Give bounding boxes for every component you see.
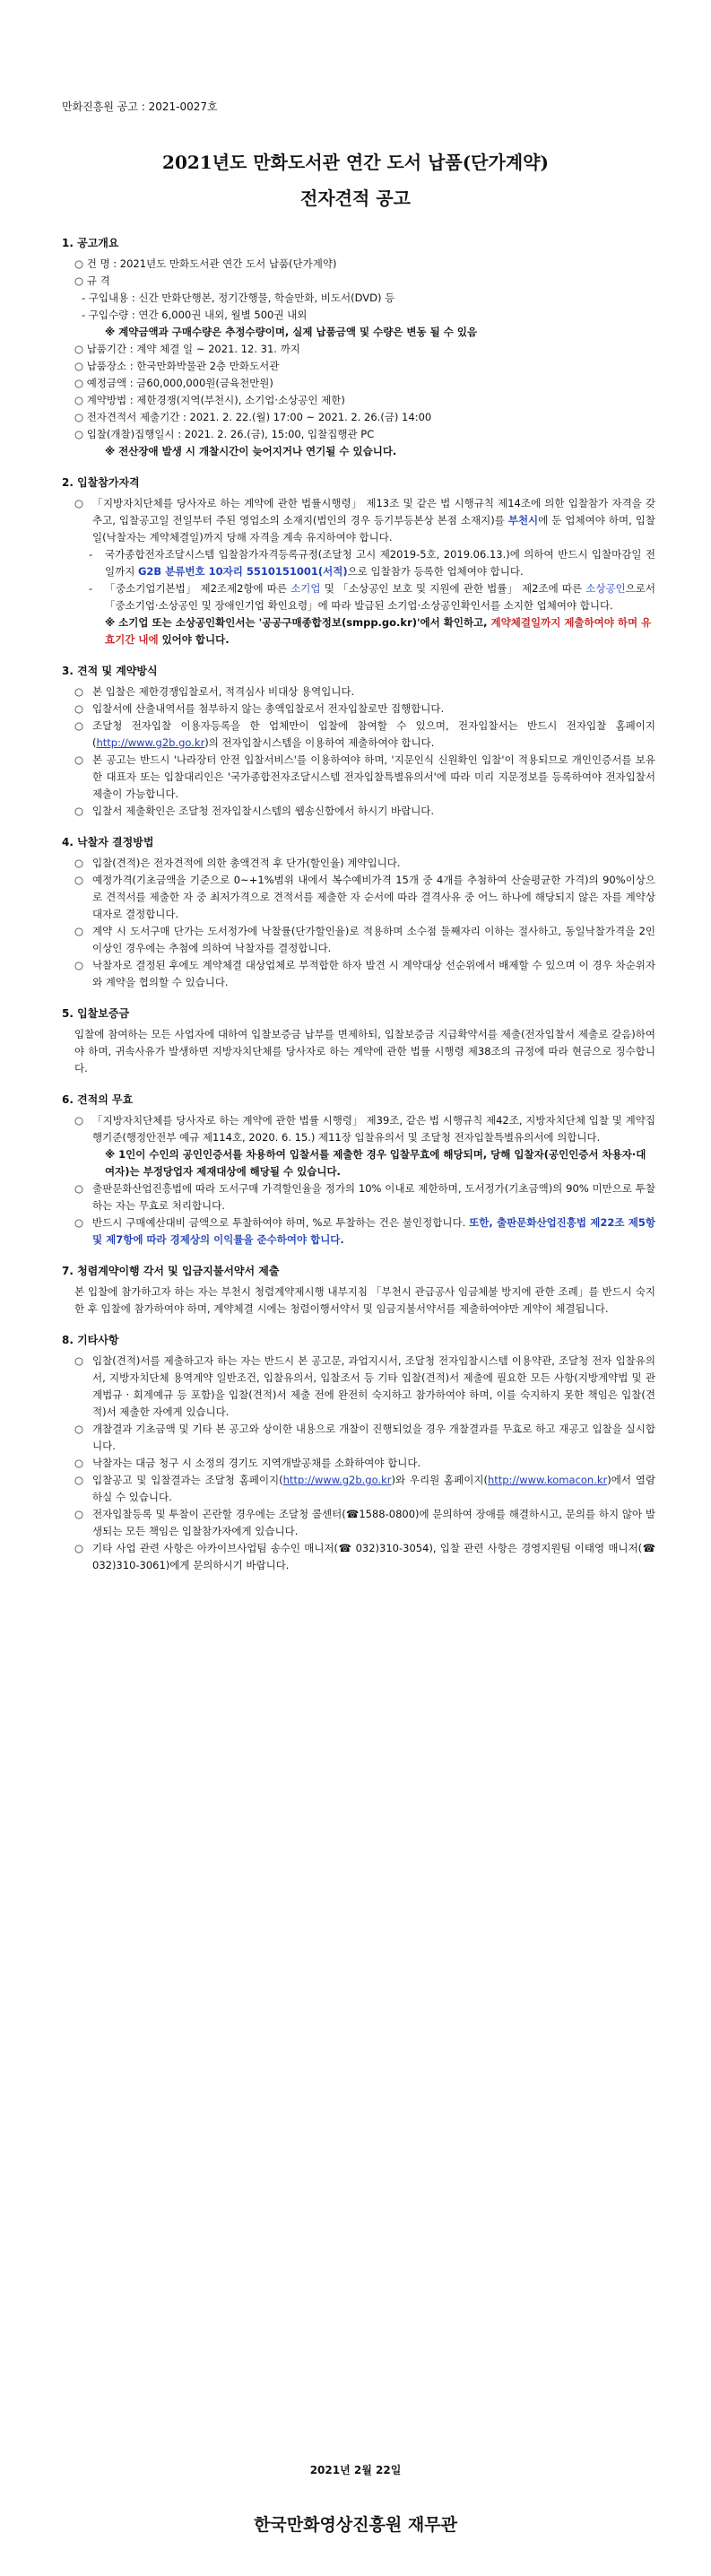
etc-item: ○ 낙찰자는 대금 청구 시 소정의 경기도 지역개발공채를 소화하여야 합니다. <box>62 1455 655 1472</box>
circle-bullet-icon: ○ <box>74 857 84 869</box>
circle-bullet-icon: ○ <box>74 719 84 732</box>
method-item: ○ 입찰서에 산출내역서를 첨부하지 않는 총액입찰로서 전자입찰로만 집행합니다. <box>62 701 655 718</box>
circle-bullet-icon: ○ <box>74 1354 84 1367</box>
section-overview <box>62 235 655 460</box>
circle-bullet-icon: ○ <box>74 1542 84 1554</box>
page-subtitle: 전자견적 공고 <box>300 187 411 209</box>
overview-budget: ○ 예정금액 : 금60,000,000원(금육천만원) <box>74 377 273 389</box>
highlight-text: G2B 분류번호 10자리 5510151001(서적) <box>137 565 348 578</box>
section-deposit <box>62 1005 655 1077</box>
circle-bullet-icon: ○ <box>74 702 84 715</box>
overview-spec-quantity: - 구입수량 : 연간 6,000권 내외, 월별 500권 내외 <box>82 309 308 321</box>
circle-bullet-icon: ○ <box>74 1474 84 1486</box>
eligibility-sub-item: - 「중소기업기본법」 제2조제2항에 따른 소기업 및 「소상공인 보호 및 지원에 관한 법률」 제2조에 따른 소상공인으로서 「중소기업·소상공인 및 장애인기업 확인요령」에 따라 발급된 소기업·소상공인확인서를 소지한 업체여야 합니다. <box>89 582 655 612</box>
overview-method: ○ 계약방법 : 제한경쟁(지역(부천시), 소기업·소상공인 제한) <box>74 394 345 406</box>
award-item: ○ 낙찰자로 결정된 후에도 계약체결 대상업체로 부적합한 하자 발견 시 계약대상 선순위에서 배제할 수 있으며 이 경우 차순위자와 계약을 협의할 수 있습니다. <box>74 959 655 988</box>
overview-open-date: ○ 입찰(개찰)집행일시 : 2021. 2. 26.(금), 15:00, 입찰집행관 PC <box>74 428 375 440</box>
invalid-item: ○ 출판문화산업진흥법에 따라 도서구매 가격할인율을 정가의 10% 이내로 제한하며, 도서정가(기초금액)의 90% 미만으로 투찰하는 자는 무효로 처리합니다. <box>74 1182 655 1212</box>
circle-bullet-icon: ○ <box>74 497 84 509</box>
etc-item: ○ 전자입찰등록 및 투찰이 곤란할 경우에는 조달청 콜센터(☎1588-0800)에 문의하여 장애를 해결하시고, 문의를 하지 않아 발생되는 모든 책임은 입찰참가자에게 있습니다. <box>74 1508 655 1537</box>
notice-number: 만화진흥원 공고 : 2021-0027호 <box>62 100 218 113</box>
section-heading: 2. 입찰참가자격 <box>62 476 140 489</box>
eligibility-item: ○ 「지방자치단체를 당사자로 하는 계약에 관한 법률시행령」 제13조 및 같은 법 시행규칙 제14조에 의한 입찰참가 자격을 갖추고, 입찰공고일 전일부터 주된 영업소의 소재지(법인의 경우 등기부등본상 본점 소재지)를 부천시에 둔 업체여야 하며, 입찰일(낙찰자는 계약체결일)까지 당해 자격을 계속 유지하여야 합니다. <box>74 497 655 544</box>
etc-item: ○ 입찰(견적)서를 제출하고자 하는 자는 반드시 본 공고문, 과업지시서, 조달청 전자입찰시스템 이용약관, 조달청 전자 입찰유의서, 지방자치단체 용역계약 일반조건, 입찰유의서, 입찰조서 등 기타 입찰(견적)서 제출에 필요한 모든 사항(지방계약법 및 관계법규 · 회계예규 등 포함)을 입찰(견적)서 제출 전에 완전히 숙지하고 참가하여야 하며, 이를 숙지하지 못한 책임은 입찰(견적)서 제출한 자에게 있습니다. <box>74 1354 655 1418</box>
highlight-text: 소기업 <box>290 582 321 595</box>
award-item: ○ 예정가격(기초금액을 기준으로 0~+1%범위 내에서 복수예비가격 15개 중 4개를 추첨하여 산술평균한 가격)의 90%이상으로 견적서를 제출한 자 중 최저가격으로 견적서를 제출한 자 순서에 따라 결격사유 중 어느 하나에 해당되지 않은 자를 계약상대자로 결정합니다. <box>74 874 655 920</box>
g2b-link[interactable]: http://www.g2b.go.kr <box>96 736 205 749</box>
g2b-link[interactable]: http://www.g2b.go.kr <box>282 1474 392 1486</box>
overview-submit-period: ○ 전자견적서 제출기간 : 2021. 2. 22.(월) 17:00 ~ 2021. 2. 26.(금) 14:00 <box>74 411 432 423</box>
circle-bullet-icon: ○ <box>74 1216 84 1229</box>
eligibility-note: ※ 소기업 또는 소상공인확인서는 '공공구매종합정보(smpp.go.kr)'에서 확인하고, 계약체결일까지 제출하여야 하며 유효기간 내에 있어야 합니다. <box>105 616 652 646</box>
section-method <box>62 663 655 820</box>
method-item: ○ 조달청 전자입찰 이용자등록을 한 업체만이 입찰에 참여할 수 있으며, 전자입찰서는 반드시 전자입찰 홈페이지(http://www.g2b.go.kr)의 전자입찰시스템을 이용하여 제출하여야 합니다. <box>74 719 655 749</box>
circle-bullet-icon: ○ <box>74 959 84 971</box>
overview-spec-note: ※ 계약금액과 구매수량은 추정수량이며, 실제 납품금액 및 수량은 변동 될 수 있음 <box>105 326 478 338</box>
dash-bullet-icon: - <box>89 548 93 561</box>
komacon-link[interactable]: http://www.komacon.kr <box>487 1474 608 1486</box>
method-item: ○ 입찰서 제출확인은 조달청 전자입찰시스템의 웹송신함에서 하시기 바랍니다. <box>62 803 655 820</box>
highlight-text: 부천시 <box>507 514 539 527</box>
notice-body <box>62 235 655 1574</box>
invalid-note: ※ 1인이 수인의 공인인증서를 차용하여 입찰서를 제출한 경우 입찰무효에 해당되며, 당해 입찰자(공인인증서 차용자·대여자)는 부정당업자 제재대상에 해당될 수 있습니다. <box>105 1148 646 1178</box>
etc-item: ○ 기타 사업 관련 사항은 아카이브사업팀 송수인 매니저(☎ 032)310-3054), 입찰 관련 사항은 경영지원팀 이태영 매니저(☎ 032)310-3061)에게 문의하시기 바랍니다. <box>74 1542 655 1571</box>
notice-date: 2021년 2월 22일 <box>309 2464 402 2476</box>
invalid-item: ○ 반드시 구매예산대비 금액으로 투찰하여야 하며, %로 투찰하는 건은 불인정합니다. 또한, 출판문화산업진흥법 제22조 제5항 및 제7항에 따라 경제상의 이익률을 준수하여야 합니다. <box>74 1216 655 1246</box>
deposit-text: 입찰에 참여하는 모든 사업자에 대하여 입찰보증금 납부를 면제하되, 입찰보증금 지급확약서를 제출(전자입찰서 제출로 갈음)하여야 하며, 귀속사유가 발생하면 지방자치단체를 당사자로 하는 계약에 관한 법률 시행령 제38조의 규정에 따라 현금으로 징수합니다. <box>74 1028 655 1075</box>
dash-bullet-icon: - <box>89 582 93 595</box>
circle-bullet-icon: ○ <box>74 925 84 937</box>
overview-spec-content: - 구입내용 : 신간 만화단행본, 정기간행물, 학술만화, 비도서(DVD) 등 <box>82 292 395 304</box>
section-heading: 5. 입찰보증금 <box>62 1007 130 1020</box>
circle-bullet-icon: ○ <box>74 805 84 817</box>
eligibility-sub-item: - 국가종합전자조달시스템 입찰참가자격등록규정(조달청 고시 제2019-5호, 2019.06.13.)에 의하여 반드시 입찰마감일 전일까지 G2B 분류번호 10자리 5510151001(서적)으로 입찰참가 등록한 업체여야 합니다. <box>89 548 655 578</box>
highlight-text: 또한, 출판문화산업진흥법 제22조 제5항 및 제7항에 따라 경제상의 이익률을 준수하여야 합니다. <box>92 1216 655 1246</box>
circle-bullet-icon: ○ <box>74 874 84 886</box>
section-etc <box>62 1332 655 1574</box>
section-invalid <box>62 1092 655 1249</box>
overview-spec: ○ 규 격 <box>74 274 110 287</box>
invalid-item: ○ 「지방자치단체를 당사자로 하는 계약에 관한 법률 시행령」 제39조, 같은 법 시행규칙 제42조, 지방자치단체 입찰 및 계약집행기준(행정안전부 예규 제114호, 2020. 6. 15.) 제11장 입찰유의서 및 조달청 전자입찰특별유의서에 의합니다. <box>74 1114 655 1144</box>
section-heading: 3. 견적 및 계약방식 <box>62 665 158 677</box>
highlight-text: 소상공인 <box>585 582 626 595</box>
circle-bullet-icon: ○ <box>74 685 84 698</box>
section-heading: 4. 낙찰자 결정방법 <box>62 836 154 849</box>
section-award <box>62 834 655 991</box>
etc-item: ○ 개찰결과 기초금액 및 기타 본 공고와 상이한 내용으로 개찰이 진행되었을 경우 개찰결과를 무효로 하고 재공고 입찰을 실시합니다. <box>74 1423 655 1452</box>
award-item: ○ 입찰(견적)은 전자견적에 의한 총액견적 후 단가(할인율) 계약입니다. <box>62 855 655 872</box>
circle-bullet-icon: ○ <box>74 1508 84 1520</box>
section-integrity <box>62 1263 655 1318</box>
integrity-text: 본 입찰에 참가하고자 하는 자는 부천시 청렴계약제시행 내부지침 「부천시 관급공사 임금체불 방지에 관한 조례」를 반드시 숙지한 후 입찰에 참가하여야 하며, 계약체결 시에는 청렴이행서약서 및 임금지불서약서를 제출하여야만 계약이 체결됩니다. <box>74 1285 655 1315</box>
section-heading: 7. 청렴계약이행 각서 및 입금지불서약서 제출 <box>62 1265 280 1277</box>
overview-place: ○ 납품장소 : 한국만화박물관 2층 만화도서관 <box>74 360 280 372</box>
section-heading: 6. 견적의 무효 <box>62 1093 134 1106</box>
overview-period: ○ 납품기간 : 계약 체결 일 ~ 2021. 12. 31. 까지 <box>74 343 300 355</box>
circle-bullet-icon: ○ <box>74 1182 84 1195</box>
page-title: 2021년도 만화도서관 연간 도서 납품(단가계약) <box>162 152 549 173</box>
section-heading: 8. 기타사항 <box>62 1334 119 1346</box>
circle-bullet-icon: ○ <box>74 1114 84 1127</box>
overview-open-note: ※ 전산장애 발생 시 개찰시간이 늦어지거나 연기될 수 있습니다. <box>105 445 397 457</box>
section-heading: 1. 공고개요 <box>62 237 119 249</box>
section-eligibility <box>62 474 655 648</box>
method-item: ○ 본 입찰은 제한경쟁입찰로서, 적격심사 비대상 용역입니다. <box>62 683 655 701</box>
circle-bullet-icon: ○ <box>74 1423 84 1435</box>
circle-bullet-icon: ○ <box>74 1457 84 1469</box>
award-item: ○ 계약 시 도서구매 단가는 도서정가에 낙찰률(단가할인율)로 적용하며 소수점 둘째자리 이하는 절사하고, 동일낙찰가격을 2인 이상인 경우에는 추첨에 의하여 낙찰자를 결정합니다. <box>74 925 655 954</box>
notice-signer: 한국만화영상진흥원 재무관 <box>254 2515 457 2535</box>
circle-bullet-icon: ○ <box>74 753 84 766</box>
overview-name: ○ 건 명 : 2021년도 만화도서관 연간 도서 납품(단가계약) <box>74 257 337 270</box>
etc-item: ○ 입찰공고 및 입찰결과는 조달청 홈페이지(http://www.g2b.go.kr)와 우리원 홈페이지(http://www.komacon.kr)에서 열람하실 수 있습니다. <box>74 1474 656 1503</box>
highlight-text: 계약체결일까지 제출하여야 하며 유효기간 내에 <box>105 616 652 646</box>
method-item: ○ 본 공고는 반드시 '나라장터 안전 입찰서비스'를 이용하여야 하며, '지문인식 신원확인 입찰'이 적용되므로 개인인증서를 보유한 대표자 또는 입찰대리인은 '국가종합전자조달시스템 전자입찰특별유의서'에 따라 미리 지문정보를 등록하여야 전자입찰서 제출이 가능합니다. <box>74 753 655 800</box>
